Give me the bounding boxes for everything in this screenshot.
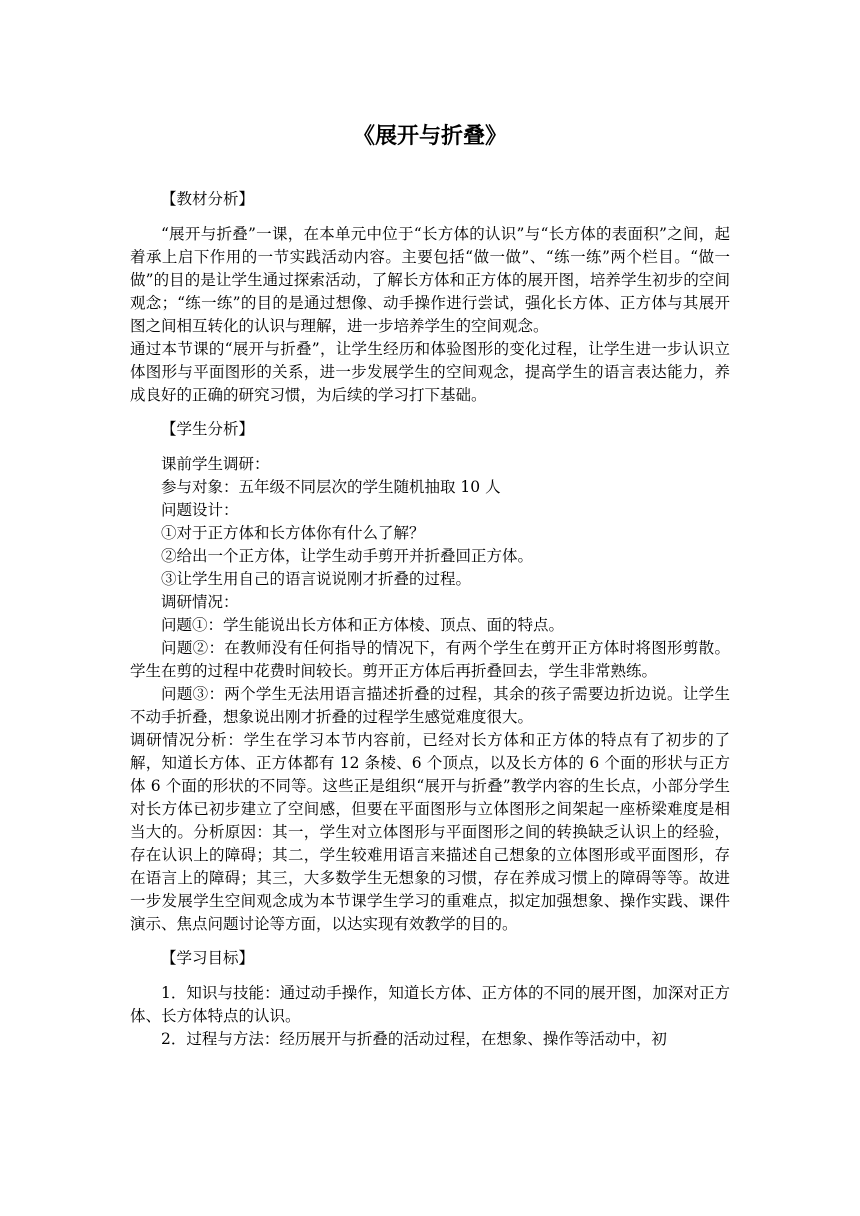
- finding-item: 问题③：两个学生无法用语言描述折叠的过程，其余的孩子需要边折边说。让学生不动手折叠，想象说出刚才折叠的过程学生感觉难度很大。: [130, 685, 730, 726]
- finding-item: 问题①：学生能说出长方体和正方体棱、顶点、面的特点。: [161, 616, 565, 634]
- findings-label: 调研情况：: [161, 593, 239, 611]
- participants-line: 参与对象：五年级不同层次的学生随机抽取 10 人: [161, 478, 501, 496]
- section-heading-student-analysis: 【学生分析】: [161, 420, 255, 438]
- survey-label: 课前学生调研：: [161, 455, 270, 473]
- finding-item: 问题②：在教师没有任何指导的情况下，有两个学生在剪开正方体时将图形剪散。学生在剪的过程中花费时间较长。剪开正方体后再折叠回去，学生非常熟练。: [130, 639, 730, 680]
- question-item: ②给出一个正方体，让学生动手剪开并折叠回正方体。: [161, 547, 534, 565]
- analysis-paragraph: 调研情况分析：学生在学习本节内容前，已经对长方体和正方体的特点有了初步的了解，知道长方体、正方体都有 12 条棱、6 个顶点，以及长方体的 6 个面的形状与正方体 6 个面的形状的不同等。这些正是组织“展开与折叠”教学内容的生长点，小部分学生对长方体已初步建立了空间感，但要在平面图形与立体图形之间架起一座桥梁难度是相当大的。分析原因：其一，学生对立体图形与平面图形之间的转换缺乏认识上的经验，存在认识上的障碍；其二，学生较难用语言来描述自己想象的立体图形或平面图形，存在语言上的障碍；其三，大多数学生无想象的习惯，存在养成习惯上的障碍等等。故进一步发展学生空间观念成为本节课学生学习的重难点，拟定加强想象、操作实践、课件演示、焦点问题讨论等方面，以达实现有效教学的目的。: [130, 731, 730, 933]
- document-body: [130, 188, 730, 1051]
- section-heading-teaching-material: 【教材分析】: [161, 190, 255, 208]
- question-item: ①对于正方体和长方体你有什么了解？: [161, 524, 425, 542]
- section-heading-learning-goals: 【学习目标】: [161, 949, 255, 967]
- goal-item: 1．知识与技能：通过动手操作，知道长方体、正方体的不同的展开图，加深对正方体、长方体特点的认识。: [130, 984, 730, 1025]
- question-item: ③让学生用自己的语言说说刚才折叠的过程。: [161, 570, 472, 588]
- paragraph: 通过本节课的“展开与折叠”，让学生经历和体验图形的变化过程，让学生进一步认识立体图形与平面图形的关系，进一步发展学生的空间观念，提高学生的语言表达能力，养成良好的正确的研究习惯，为后续的学习打下基础。: [130, 340, 730, 404]
- document-title: 《展开与折叠》: [352, 124, 507, 149]
- paragraph: “展开与折叠”一课，在本单元中位于“长方体的认识”与“长方体的表面积”之间，起着承上启下作用的一节实践活动内容。主要包括“做一做”、“练一练”两个栏目。“做一做”的目的是让学生通过探索活动，了解长方体和正方体的展开图，培养学生初步的空间观念；“练一练”的目的是通过想像、动手操作进行尝试，强化长方体、正方体与其展开图之间相互转化的认识与理解，进一步培养学生的空间观念。: [130, 225, 730, 335]
- design-label: 问题设计：: [161, 501, 239, 519]
- goal-item: 2．过程与方法：经历展开与折叠的活动过程，在想象、操作等活动中，初: [161, 1030, 667, 1048]
